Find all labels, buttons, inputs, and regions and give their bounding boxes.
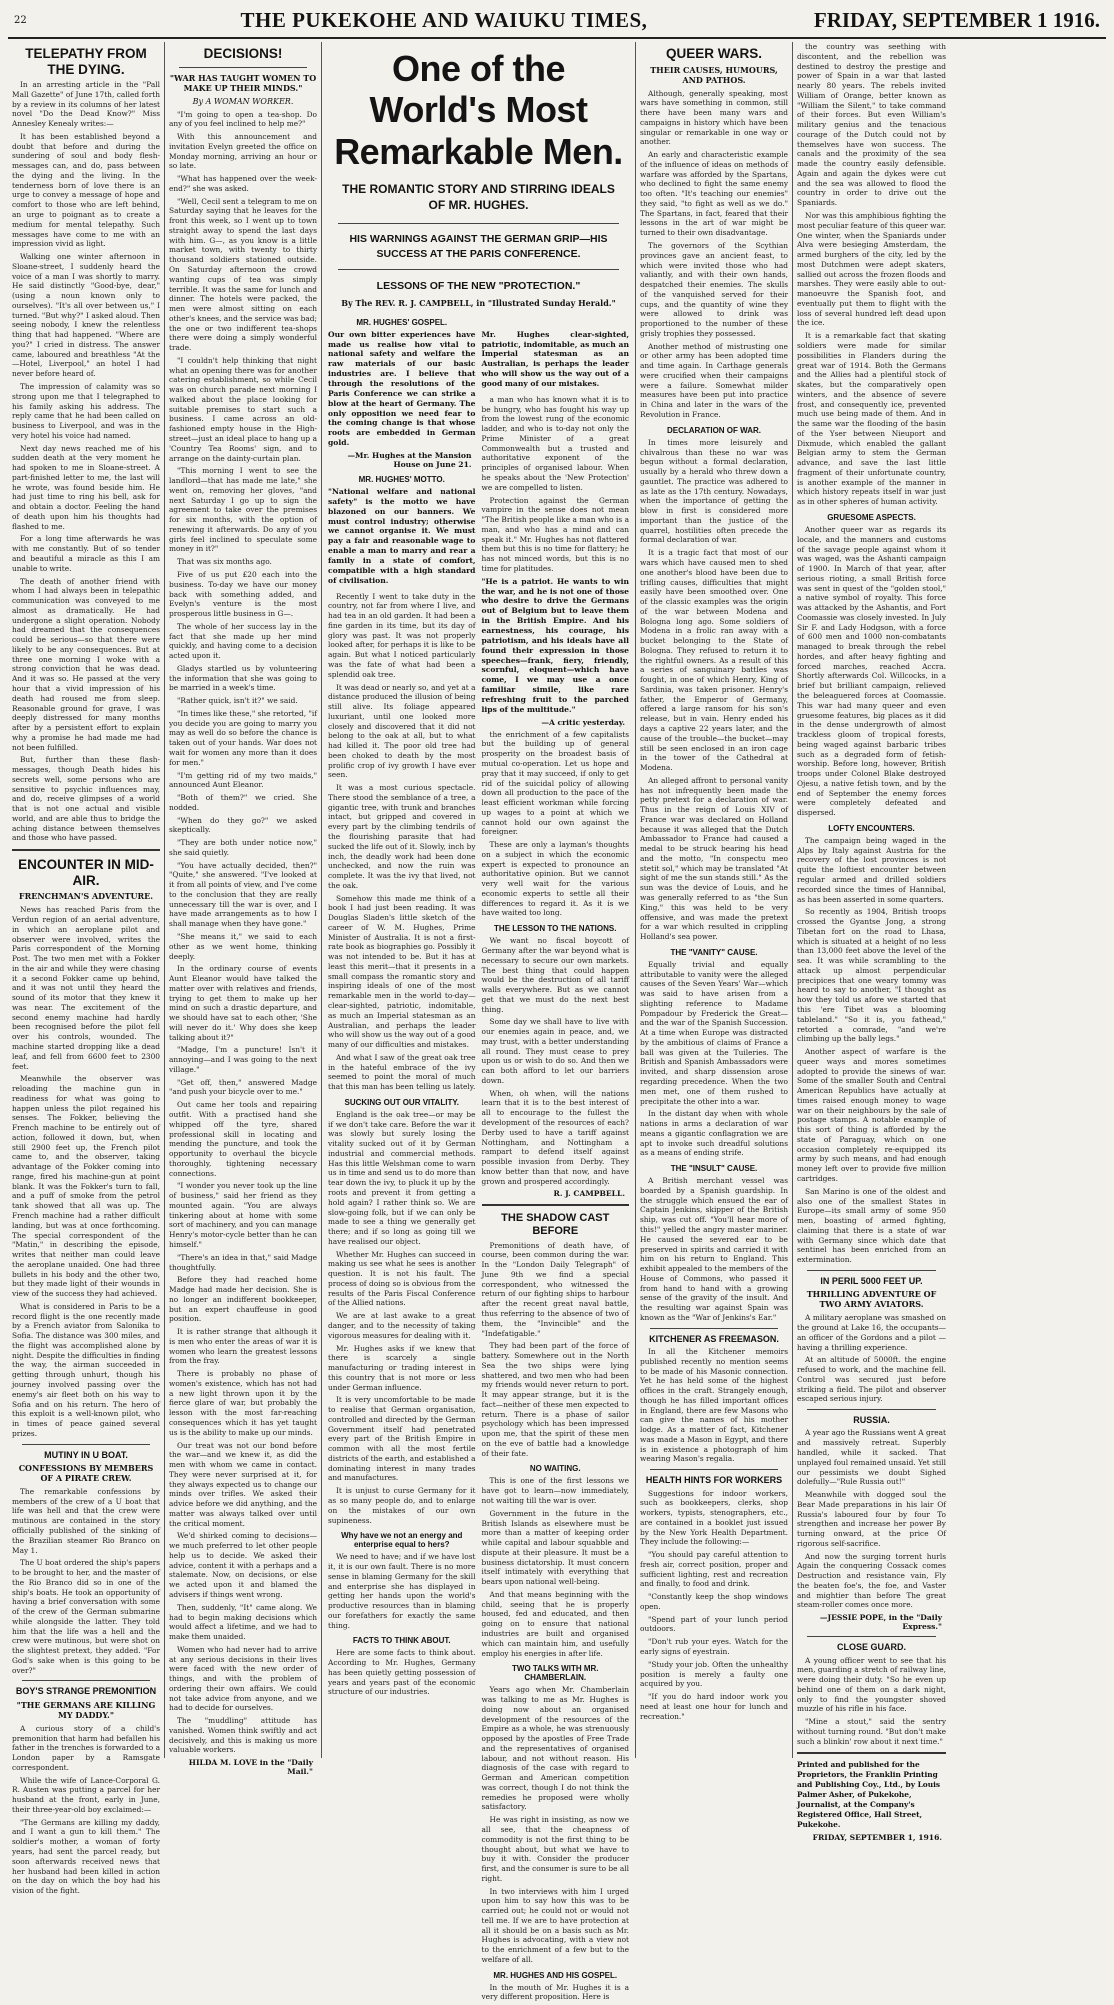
critic-attribution: —A critic yesterday. — [541, 717, 625, 727]
headline-close-guard: CLOSE GUARD. — [836, 1642, 906, 1653]
headline-mutiny: MUTINY IN U BOAT. — [44, 1449, 128, 1460]
subheadline: FRENCHMAN'S ADVENTURE. — [18, 891, 154, 902]
stanza: And now the surging torrent hurls Again the conquering Cossack comes Destruction and resistance vain, Fly the beaten foe's, the foe, and Vaster and mightier than before The great steam-roller comes once more. — [797, 1551, 946, 1610]
paragraph: These are only a layman's thoughts on a subject in which the economic expert is expected to pronounce an authoritative opinion. But we cannot very well wait for the various economic experts to settle all their differences to regard it. As it is we have waited too long. — [481, 840, 629, 918]
deck-lessons: LESSONS OF THE NEW "PROTECTION." — [376, 279, 581, 292]
column-5 — [636, 42, 793, 1758]
paragraph: Another aspect of warfare is the queer ways and mores sometimes adopted to provide the sinews of war. Some of the smaller South and Central American Republics have actually at times raised enough money to wage war on their neighbours by the sale of postage stamps. A notable example of this sort of thing is afforded by the state of Paraguay, which on one occasion completely re-equipped its army by such means, and had enough money left over to provide five million cartridges. — [797, 1047, 946, 1183]
paragraph: "What has happened over the week-end?" she was asked. — [169, 174, 317, 193]
paragraph: "I'm going to open a tea-shop. Do any of you feel inclined to help me?" — [169, 109, 317, 129]
paragraph: Some day we shall have to live with our enemies again in peace, and, we may trust, with a better understanding all round. They must cease to prey upon us or wish to do so. And then we can both afford to let our barriers down. — [481, 1017, 629, 1085]
page-number: 22 — [14, 14, 27, 26]
paragraph: "Madge, I'm a puncture! Isn't it annoying—and I was going to the next village." — [169, 1045, 317, 1074]
paragraph: England is the oak tree—or may be if we don't take care. Before the war it was slowly but surely losing the vitality sucked out of it by German industrial and commercial methods. Has this little Welshman come to warn us in time and send us to do more than tear down the ivy, to pluck it up by the roots and prevent it from getting a hold again? I rather think so. We are slow-going folk, but if we can only be made to see a thing we generally get there; and if so long as going till we have realised our object. — [328, 1109, 476, 1246]
article-queer-wars-cont — [797, 42, 946, 507]
paragraph: "Study your job. Often the unhealthy position is merely a faulty one acquired by you. — [640, 1659, 788, 1689]
article-hughes-right-5 — [482, 1685, 630, 1964]
talks-heading: TWO TALKS WITH MR. CHAMBERLAIN. — [512, 1664, 599, 1683]
paragraph: It is a remarkable fact that skating soldiers were made for similar possibilities in Flanders during the great war of 1914. Both the Germans and the Allies had a plentiful stock of skates, but the comparatively open winters, and the absence of severe frost, and consequently ice, prevented much use being made of them. And in the same war the flooding of the basin of the Yser between Nieuport and Dixmude, which enabled the gallant Belgian army to stem the German advance, and save the last little fragment of their unfortunate country, is another example of the manner in which history repeats itself in war just as in other spheres of human activity. — [797, 331, 946, 507]
paragraph: What is considered in Paris to be a record flight is the one recently made by a French aviator from Salonika to Sofia. The distance was 300 miles, and the flight was accomplished alone by night. Despite the difficulties in finding the way, the airman succeeded in getting through unhurt, though his journey involved passing over the enemy's air fleet both on his way to Sofia and on his return. The hero of this exploit is a well-known pilot, who in times of peace gained several prizes. — [12, 1301, 160, 1438]
paragraph: "There's an idea in that," said Madge thoughtfully. — [169, 1252, 317, 1272]
article-gruesome — [797, 525, 946, 818]
paragraph: It was dead or nearly so, and yet at a distance produced the illusion of being still alive. Its foliage appeared luxuriant, until one looked more closely and discovered that it did not belong to the oak at all, but to what had killed it. The poor old tree had been choked to death by the most prolific crop of ivy growth I have ever seen. — [328, 682, 476, 780]
headline-telepathy: TELEPATHY FROM THE DYING. — [25, 46, 147, 77]
poem-russia — [797, 1428, 946, 1610]
paragraph: This is one of the first lessons we have got to learn—now immediately, not waiting till the war is over. — [481, 1476, 629, 1506]
gospel-heading: MR. HUGHES' GOSPEL. — [356, 317, 448, 327]
paragraph: And that means beginning with the child, seeing that he is properly housed, fed and educated, and then going on to ensure that national industries are built and organised which can maintain him, and usefully employ his energies in after life. — [481, 1589, 629, 1658]
article-hughes-right-3 — [482, 936, 630, 1186]
article-shadow — [482, 1241, 630, 1459]
motto-quote: "National welfare and national safety" is the motto we have blazoned on our banners. We must control industry; otherwise we cannot organise it. We must pay a fair and reasonable wage to enable a man to marry and rear a family in a state of comfort, compatible with a high standard of civilisation. — [328, 487, 476, 585]
column-1 — [8, 42, 165, 1896]
deck-romantic-story: THE ROMANTIC STORY AND STIRRING IDEALS OF MR. HUGHES. — [342, 182, 615, 212]
paragraph: "They are both under notice now," she said quietly. — [169, 838, 317, 857]
paragraph: And what I saw of the great oak tree in the hateful embrace of the ivy seemed to point the moral of much that this man has been telling us lately. — [328, 1052, 476, 1092]
paragraph: Our treat was not our bond before the war—and we knew it, as did the men with whom we came in contact. They were never surprised at it, for they always expected us to change our minds over trifles. We asked their advice before we did anything, and the matter was always talked over until the critical moment. — [169, 1440, 317, 1528]
article-declaration — [640, 438, 788, 942]
paragraph: We need to have; and if we have lost it, it is our own fault. There is no more sense in blaming Germany for the skill and enterprise she has displayed in getting her hands upon the world's productive resources than in blaming our forefathers for exactly the same thing. — [328, 1552, 476, 1630]
divider — [179, 67, 307, 68]
deck-warnings: HIS WARNINGS AGAINST THE GERMAN GRIP—HIS SUCCESS AT THE PARIS CONFERENCE. — [349, 233, 608, 260]
subheadline: "THE GERMANS ARE KILLING MY DADDY." — [16, 1699, 156, 1720]
paragraph: In all the Kitchener memoirs published recently no mention seems to be made of his Masonic connection. Yet he has held some of the highest offices in the craft. Strangely enough, though he has filled important offices in England, there are few Masons who can give the names of his mother lodge. As a matter of fact, Kitchener was made a Mason in Egypt, and there is in existence a photograph of him wearing Mason's regalia. — [640, 1346, 788, 1464]
paragraph: In times more leisurely and chivalrous than these no war was begun without a formal declaration, usually by a herald who threw down a gauntlet. The practice was adhered to as late as the 17th century. Nowadays, when the importance of getting the blow in first is considered more important than the justice of the quarrel, hostilities often precede the formal declaration of war. — [640, 437, 788, 545]
paragraph: In the ordinary course of events Aunt Eleanor would have talked the matter over with relatives and friends, trying to get them to make up her mind on such a drastic departure, and we should have sat to each other, 'She will never do it.' Why does she keep talking about it?" — [169, 964, 317, 1042]
critic-quote: "He is a patriot. He wants to win the war, and he is not one of those who desire to drive the Germans out of Belgium but to leave them in the British Empire. And his earnestness, his courage, his patriotism, and his ideals have all found their expression in those speeches—frank, fiery, friendly, scornful, eloquent—which have come, I we may use a once familiar simile, like rare refreshing fruit to the parched lips of the multitude." — [481, 576, 629, 714]
paragraph: The whole of her success lay in the fact that she made up her mind quickly, and having come to a decision acted upon it. — [169, 621, 317, 661]
subheadline: THEIR CAUSES, HUMOURS, AND PATHOS. — [650, 64, 778, 85]
paragraph: A curious story of a child's premonition that harm had befallen his father in the trenches is forwarded to a London paper by a Ramsgate correspondent. — [12, 1723, 160, 1772]
paragraph: It is unjust to curse Germany for it as so many people do, and to enlarge on the mistakes of our own supineness. — [328, 1486, 476, 1525]
divider — [650, 1469, 778, 1470]
article-hughes-right-4 — [482, 1476, 630, 1658]
hughes-subcolumns — [328, 312, 629, 2005]
article-signature: HILDA M. LOVE in the "Daily Mail." — [188, 1758, 313, 1777]
issue-date: FRIDAY, SEPTEMBER 1 1916. — [813, 7, 1100, 32]
article-hughes-right — [482, 395, 630, 574]
paragraph: Equally trivial and equally attributable to vanity were the alleged causes of the Seven Years' War—which was said to have arisen from a slighting reference to Madame Pompadour by Frederick the Great—and the war of the Spanish Succession. At a time when Europe was distracted by the ambitious of claims of France a ball was given at the Tuileries. The British and Spanish Ambassadors were invited, and sharp dissension arose regarding precedence. When the two men met, one of them rushed to precipitate the other into a war. — [640, 959, 788, 1106]
paragraph: There is probably no phase of women's existence, which has not had a new light thrown upon it by the fierce glare of war, but probably the lesson with the most far-reaching consequences which it has yet taught us is the ability to make up our minds. — [169, 1369, 317, 1437]
paragraph: Here are some facts to think about. According to Mr. Hughes, Germany has been quietly getting possession of years and years past of the economic structure of our industries. — [328, 1648, 476, 1697]
paragraph: Premonitions of death have, of course, been common during the war. In the "London Daily Telegraph" of June 9th we find a special correspondent, who witnessed the return of our fighting ships to harbour after the recent great naval battle, thus referring to the absence of two of them, the "Invincible" and the "Indefatigable." — [481, 1240, 629, 1338]
paragraph: In the mouth of Mr. Hughes it is a very different proposition. Here is — [481, 1982, 629, 2002]
article-queer-wars — [640, 89, 788, 420]
paragraph: Out came her tools and repairing outfit. With a practised hand she whipped off the tyre, shared professional skill in locating and mending the puncture, and took the opportunity to overhaul the bicycle thoroughly, tightening necessary connections. — [169, 1100, 317, 1178]
divider — [22, 1444, 150, 1445]
article-hughes-left-2 — [328, 1110, 476, 1525]
facts-heading: FACTS TO THINK ABOUT. — [352, 1636, 451, 1646]
paragraph: It is very uncomfortable to be made to realise that German organisation, controlled and directed by the German Government itself had penetrated every part of the British Empire in common with all the most fertile districts of the earth, and established a dominating interest in many trades and manufactures. — [328, 1395, 476, 1483]
paragraph: He was right in insisting, as now we all see, that the cheapness of commodity is not the first thing to be thought about, but what we have to buy it with. Consider the producer first, and the consumer is sure to be all right. — [481, 1815, 629, 1883]
paragraph: It was a most curious spectacle. There stood the semblance of a tree, a gigantic tree, with trunk and branches intact, but gripped and covered in every part by the climbing tendrils of the flourishing parasite that had sucked the life out of it. Slowly, inch by inch, the deadly work had been done unchecked, and now the ruin was complete. It was the ivy that lived, not the oak. — [328, 783, 476, 890]
paragraph: We are at last awake to a great danger, and to the necessity of taking vigorous measures for dealing with it. — [328, 1311, 476, 1340]
paragraph: "Spend part of your lunch period outdoors. — [640, 1614, 788, 1634]
headline-russia: RUSSIA. — [853, 1415, 890, 1426]
divider — [650, 1328, 778, 1329]
portrait-caption: Mr. Hughes clear-sighted, patriotic, indomitable, as much an Imperial statesman as an Australian, is perhaps the leader who will show us the way out of a good many of our mistakes. — [481, 329, 629, 388]
headline-queer-wars: QUEER WARS. — [665, 46, 762, 61]
paragraph: We'd shirked coming to decisions—we much preferred to let other people help us to decide. We asked their advice, content it with a perhaps and a stalemate. Now, on decisions, or else we acted upon it and blamed the advisers if things went wrong. — [169, 1531, 317, 1599]
article-telepathy — [12, 80, 160, 843]
paragraph: "Get off, then," answered Madge "and push your bicycle over to me." — [169, 1077, 317, 1097]
paragraph: A young officer went to see that his men, guarding a stretch of railway line, were doing their duty. "So he even up behind one of them on a dark night, only to find the youngster shoved muzzle of his rifle in his face. — [797, 1655, 946, 1714]
subheadline: CONFESSIONS BY MEMBERS OF A PIRATE CREW. — [18, 1462, 154, 1483]
paragraph: the country was seething with discontent, and the rebellion was destined to destroy the prestige and power of Spain in a war that lasted nearly 80 years. The rebels invited William of Orange, better known as "William the Silent," to take command of their forces. But even William's military genius and the tenacious courage of the Dutch could not by themselves have won success. The canals and the proximity of the sea made the country easily defensible. Again and again the dykes were cut and the sea was allowed to flood the country in order to drive out the Spaniards. — [797, 42, 946, 208]
article-vanity — [640, 960, 788, 1158]
paragraph: Whether Mr. Hughes can succeed in making us see what he sees is another question. It is not his fault. The process of doing so is obvious from the results of the Paris Fiscal Conference of the Allied nations. — [328, 1249, 476, 1308]
divider — [12, 849, 160, 851]
hughes-left — [328, 312, 476, 2005]
poem-attribution: —JESSIE POPE, in the "Daily Express." — [819, 1613, 942, 1632]
stanza: A year ago the Russians went A great and massively retreat. Superbly handled, while it sacked. That unplayed foul remained unsaid. Yet still our pessimists we doubt Sighed dolefully—"Rule Russia out!" — [797, 1428, 946, 1487]
paragraph: The U boat ordered the ship's papers to be brought to her, and the master of the Rio Branco did so in one of the ship's boats. He took an opportunity of having a brief conversation with some of the crew of the German submarine while alongside the latter. They told him that the life was a hell and the crew were mutinous, but were shot on the slightest pretext, they added. "For God's sake when is this going to be over?" — [12, 1558, 160, 1675]
byline: By A WOMAN WORKER. — [192, 96, 294, 106]
paragraph: We want no fiscal boycott of Germany after the war beyond what is necessary to secure our own markets. The best thing that could happen would be the destruction of all tariff walls everywhere. But as we cannot get that we must do the next best thing. — [481, 936, 629, 1014]
paragraph: "I'm getting rid of my two maids," announced Aunt Eleanor. — [169, 770, 317, 790]
paragraph: "You should pay careful attention to fresh air, correct position, proper and sufficient lighting, rest and recreation and finally, to food and drink. — [640, 1550, 788, 1589]
paragraph: "She means it," we said to each other as we went home, thinking deeply. — [169, 932, 317, 961]
divider — [807, 1270, 936, 1271]
paragraph: An alleged affront to personal vanity has not infrequently been made the petty pretext for a declaration of war. Thus in the reign of Louis XIV of France war was declared on Holland because it was alleged that the Dutch Ambassador to France had caused a medal to be struck bearing his head and the motto, "In conspectu meo stetit sol," which may be translated "At sight of me the sun stands still." As the sun was the device of Louis, and he was generally referred to as "the Sun King," this was held to be very offensive, and was made the pretext for a war which resulted in crippling Holland's sea power. — [640, 775, 788, 942]
paragraph: In the distant day when with whole nations in arms a declaration of war means a gigantic conflagration we are apt to invoke such dreadful solutions as a means of ending strife. — [640, 1109, 788, 1158]
divider — [338, 269, 619, 270]
column-hughes — [322, 42, 636, 2002]
author-signature: R. J. CAMPBELL. — [553, 1189, 625, 1199]
article-mutiny — [12, 1487, 160, 1676]
article-lofty — [797, 836, 946, 1265]
paragraph: "I wonder you never took up the line of business," said her friend as they mounted again. "You are always tinkering about at home with some sort of machinery, and you can manage Henry's motor-cycle better than he can himself." — [169, 1181, 317, 1249]
columns — [8, 42, 1106, 2002]
paragraph: Recently I went to take duty in the country, not far from where I live, and had tea in an old garden. It had been a fine garden in its time, but its day of glory was past. It was not properly looked after, for perhaps it is like to be again. But what I noticed particularly was the fate of what had been a splendid oak tree. — [328, 591, 476, 679]
paragraph: San Marino is one of the oldest and also one of the smallest States in Europe—its small army of some 950 men, boasting of armed fighting, claiming that there is a state of war with Germany since which date that sentinel has been enriched from an extermination. — [797, 1186, 946, 1265]
paragraph: Next day news reached me of his sudden death at the very moment he had spoken to me in Sloane-street. A part-finished letter to me, the last will he wrote, was found beside him. He had just time to ring his bell, ask for and obtain a doctor. Feeling the hand of death upon him his thoughts had flashed to me. — [12, 443, 160, 531]
paragraph: Suggestions for indoor workers, such as bookkeepers, clerks, shop workers, typists, stenographers, etc., are contained in a booklet just issued by the New York Health Department. They include the following:— — [640, 1488, 788, 1547]
headline-hughes: One of the World's Most Remarkable Men. — [334, 48, 623, 172]
gospel-attribution: —Mr. Hughes at the Mansion House on June 21. — [347, 451, 472, 470]
paragraph: The remarkable confessions by members of the crew of a U boat that life was hell and that the crew were mutinous are contained in the story officially published of the sinking of the Brazilian steamer Rio Branco on May 1. — [12, 1486, 160, 1555]
divider — [797, 1752, 946, 1754]
paragraph: The campaign being waged in the Alps by Italy against Austria for the recovery of the lost provinces is not quite the loftiest encounter between regular armed and drilled soldiers recorded since the times of Hannibal, as has been asserted in some quarters. — [797, 835, 946, 904]
headline-premonition: BOY'S STRANGE PREMONITION — [15, 1686, 157, 1697]
why-heading: Why have we not an energy and enterprise equal to hers? — [341, 1531, 463, 1550]
paragraph: A British merchant vessel was boarded by a Spanish guardship. In the struggle which ensued the ear of Captain Jenkins, skipper of the British ship, was cut off. "You'll hear more of this!" yelled the angry master mariner. He caused the severed ear to be preserved in spirits and carried it with him on his return to England. This exhibit appealed to the members of the House of Commons, who passed it from hand to hand with a growing sense of the gravity of the insult. And the resulting war against Spain was known as the "War of Jenkins's Ear." — [640, 1176, 788, 1322]
headline-decisions: DECISIONS! — [203, 46, 283, 61]
masthead — [8, 6, 1106, 39]
article-hughes-right-2 — [482, 730, 630, 919]
paragraph: a man who has known what it is to be hungry, who has fought his way up from the lowest rung of the economic ladder, and who is to-day not only the Prime Minister of a great Commonwealth but a trusted and authoritative exponent of the principles of organised labour. When he speaks about the 'New Protection' we are compelled to listen. — [481, 394, 629, 492]
paragraph: "The Germans are killing my daddy, and I want a gun to kill them." The soldier's mother, a woman of forty years, had sent the parcel ready, but soon afterwards received news that her husband had been killed in action on the day on which the boy had his vision of the fight. — [12, 1817, 160, 1896]
paragraph: Somehow this made me think of a book I had just been reading. It was Douglas Sladen's little sketch of the career of W. M. Hughes, Prime Minister of Australia. It is not a first-rate book as biographies go. Possibly it was not intended to be. But it has at least this merit—that it presents in a small compass the romantic story and inspiring ideals of one of the most remarkable men in the world to-day—clear-sighted, patriotic, indomitable, as much an Imperial statesman as an Australian, and perhaps the leader who will show us the way out of a good many of our difficulties and mistakes. — [328, 893, 476, 1050]
paragraph: Walking one winter afternoon in Sloane-street, I suddenly heard the voice of a man I was shortly to marry. He said distinctly "Good-bye, dear," (using a noun known only to ourselves). "It's all over between us," I turned. "But why?" I asked aloud. Then seeing nobody, I knew the relentless thing that had happened. "Where are you?" I cried in distress. The answer came, laboured and breathless "At the —Hotel, Liverpool," an hotel I had never before heard of. — [12, 252, 160, 379]
paragraph: It has been established beyond a doubt that before and during the sundering of soul and body flesh-messages can, and do, pass between the dying and the living. In the tenderness born of love there is an urge to convey a message of hope and comfort to those who are left behind, an urge to poignant as to create a medium for mental telepathy. Such messages have come to me with an impression vivid as light. — [12, 131, 160, 249]
stanza: Meanwhile with dogged soul the Bear Made preparations in his lair Of Russia's laboured four by four To strengthen and increase her power By turning onward, at the price Of rigorous self-sacrifice. — [797, 1490, 946, 1548]
paragraph: "When do they go?" we asked skeptically. — [169, 815, 317, 835]
paragraph: Mr. Hughes asks if we knew that there is scarcely a single manufacturing or trading interest in this country that is not more or less under German influence. — [328, 1343, 476, 1392]
article-premonition — [12, 1724, 160, 1896]
gospel2-heading: MR. HUGHES AND HIS GOSPEL. — [493, 1970, 618, 1980]
paragraph: "Well, Cecil sent a telegram to me on Saturday saying that he leaves for the front this week, so I went up to town straight away to spend the last days with him. G—, as you know is a little market town, with twenty to thirty thousand soldiers stationed outside. On Saturday afternoon the crowd wanting cups of tea was simply terrible. It was the same for lunch and dinner. The hotels were packed, the men were almost sitting on each other's knees, and the service was bad; the one or two indifferent tea-shops there were doing a simply wonderful trade. — [169, 196, 317, 353]
declaration-heading: DECLARATION OF WAR. — [666, 425, 762, 435]
printer-imprint: Printed and published for the Proprietors, the Franklin Printing and Publishing Coy., Ltd., by Louis Palmer Asher, of Pukekohe, Journalist, at the Company's Registered Office, Hall Street, Pukekohe. — [797, 1760, 941, 1830]
imprint-date: FRIDAY, SEPTEMBER 1, 1916. — [812, 1833, 942, 1843]
paragraph: For a long time afterwards he was with me constantly. But of so tender and beautiful a miracle as this I am unable to write. — [12, 534, 160, 573]
paragraph: "I couldn't help thinking that night what an opening there was for another catering establishment, so while Cecil was on church parade next morning I walked about the place looking for suitable premises to start such a business. I came across an old-fashioned empty house in the High-street—just an ideal place to hang up a 'Country Tea Rooms' sign, and to arrange on the dainty-curtain plan. — [169, 355, 317, 463]
paragraph: Nor was this amphibious fighting the most peculiar feature of this queer war. One winter, when the Spaniards under Alva were besieging Amsterdam, the armed burghers of the city, led by the most Dutchmen were adept skaters, sallied out across the frozen floods and marshes. They were easily able to out-manoeuvre the Spanish foot, and eventually put them to flight with the loss of several hundred left dead upon the ice. — [797, 211, 946, 328]
column-2 — [165, 42, 322, 1777]
paragraph: "If you do hard indoor work you need at least one hour for lunch and recreation." — [640, 1692, 788, 1721]
newspaper-title: THE PUKEKOHE AND WAIUKU TIMES, — [240, 7, 648, 32]
paragraph: Another queer war as regards its locale, and the manners and customs of the savage people against whom it was waged, was the Ashanti campaign of 1900. In March of that year, after serious rioting, a small British force was sent in quest of the "golden stool," a native symbol of royalty. This force was attacked by the Ashantis, and Fort Coomassie was closely invested. In July Sir F. and Lady Hodgson, with a force of 600 men and 1000 non-combatants managed to break through the rebel hordes, and after heavy fighting and forced marches, reached Accra. Shortly afterwards Col. Willcocks, in a brief but brilliant campaign, relieved the beleaguered forces at Coomassie. This war had many queer and even gruesome features, big places as it did in the dense undergrowth of almost trackless gloom of tropical forests, being waged against barbaric tribes such as a degraded form of fetish-worship. Before long, however, British troops under Colonel Blake destroyed Ojesu, a native fetish town, and by the end of September the enemy forces were completely defeated and dispersed. — [797, 524, 946, 818]
paragraph: Before they had reached home Madge had made her decision. She is no longer an indifferent bookkeeper, but an expert chauffeuse in good position. — [169, 1275, 317, 1324]
article-peril — [797, 1313, 946, 1404]
paragraph: In an arresting article in the "Pall Mall Gazette" of June 17th, called forth by a review in its columns of her latest novel "Do the Dead Know?" Miss Annesley Kenealy writes:— — [12, 80, 160, 129]
paragraph: News has reached Paris from the Verdun region of an aerial adventure, in which an aeroplane pilot and observer were involved, writes the Paris correspondent of the Morning Post. The two men met with a Fokker in the air and while they were chasing it a second Fokker came up behind, and it was not until they heard the sound of its motor that they knew it was near. The excitement of the second enemy machine had hardly been recognised before the pilot fell over his controls, wounded. The machine started dropping like a dead leaf, and fell from 6600 feet to 2300 feet. — [12, 905, 160, 1071]
article-hughes-left-3 — [328, 1552, 476, 1630]
paragraph: Although, generally speaking, most wars have something in common, still there have been many wars and campaigns in history which have been singular or remarkable in one way or another. — [640, 88, 788, 147]
article-hughes-right-6 — [482, 1983, 630, 2003]
paragraph: That was six months ago. — [177, 557, 272, 567]
waiting-heading: NO WAITING. — [529, 1464, 581, 1474]
paragraph: When, oh when, will the nations learn that it is to the best interest of all to encourage to the fullest the development of the resources of each? Derby used to have a tariff against Nottingham, and Nottingham a rampart to defend itself against possible invasion from Derby. They know better than that now, and have grown and prospered accordingly. — [481, 1088, 629, 1186]
article-hughes-left-4 — [328, 1648, 476, 1697]
paragraph: An early and characteristic example of the influence of ideas on methods of warfare was afforded by the Spartans, who declined to fight the same enemy too often. "It's teaching our enemies" they said, "to fight as well as we do." The Spartans, in fact, feared that their lessons in the art of war might be turned to their own disadvantage. — [640, 150, 788, 238]
paragraph: It is rather strange that although it is men who enter the areas of war it is women who learn the greatest lessons from the fray. — [169, 1327, 317, 1366]
divider — [482, 1204, 630, 1206]
article-insult — [640, 1176, 788, 1322]
paragraph: "This morning I went to see the landlord—that has made me late," she went on, removing her gloves, "and next Saturday I go up to sign the agreement to take over the premises for six months, with the option of renewing it afterwards. Do any of you girls feel inclined to speculate some money in it?" — [169, 466, 317, 554]
paragraph: A military aeroplane was smashed on the ground at Lake 16, the occupants—an officer of the Gordons and a pilot —having a thrilling experience. — [797, 1313, 946, 1352]
paragraph: It is a tragic fact that most of our wars which have caused men to shed one another's blood have been due to trifling causes, difficulties that might easily have been smoothed over. One of the classic examples was the origin of the war between Modena and Bologna long ago. Some soldiers of Modena in a frolic ran away with a bucket belonging to the State of Bologna. They refused to return it to the rightful owners. As a result of this a series of sanguinary battles was fought, in one of which Henry, King of Sardinia, was taken prisoner. Henry's father, the Emperor of Germany, offered a large ransom for his son's release, but in vain. Henry ended his days a captive 22 years later, and the cause of the trouble—the bucket—may still be seen enclosed in an iron cage in the tower of the Cathedral at Modena. — [640, 548, 788, 773]
paragraph: The death of another friend with whom I had always been in telepathic communication was conveyed to me almost as dramatically. He had undergone a slight operation. Nobody had dreamed that the consequences could be serious—so that there were likely to be any consequences. But at three one morning I woke with a strong conviction that he was dead. And it was so. He passed at the very hour that a vivid impression of his death had roused me from sleep. Reasonable ground for grave, I was deeply distressed for many months after by a persistent effort to explain why a promise he had made me had not been fulfilled. — [12, 576, 160, 752]
article-kitchener — [640, 1347, 788, 1464]
paragraph: The governors of the Scythian provinces gave an ancient feast, to which were invited those who had valiantly, and with their own hands, despatched their enemies. The skulls of the vanquished served for their cups, and the quantity of wine they were allowed to drink was proportioned to the number of these grisly trophies they possessed. — [640, 241, 788, 338]
gruesome-heading: GRUESOME ASPECTS. — [827, 512, 916, 522]
headline-health: HEALTH HINTS FOR WORKERS — [645, 1475, 783, 1486]
paragraph: But, further than these flash-messages, though Death hides his secrets well, some persons who are sensitive to psychic influences may, and do, receive glimpses of a world that is not one actual and visible world, and are able thus to bridge the aching distance between themselves and those who have passed. — [12, 755, 160, 843]
insult-heading: THE "INSULT" CAUSE. — [670, 1164, 758, 1174]
paragraph: "In times like these," she retorted, "if you decide you are going to marry you may as well do so before the chance is taken out of your hands. War does not wait for women any more than it does for men." — [169, 708, 317, 767]
headline-kitchener: KITCHENER AS FREEMASON. — [649, 1333, 779, 1344]
sucking-heading: SUCKING OUT OUR VITALITY. — [344, 1097, 460, 1107]
paragraph: Women who had never had to arrive at any serious decisions in their lives were faced with the new order of things, and with the problem of ordering their own affairs. We could not take advice from anyone, and we had to decide for ourselves. — [169, 1644, 317, 1713]
paragraph: "Both of them?" we cried. She nodded. — [169, 793, 317, 812]
paragraph: "Rather quick, isn't it?" we said. — [177, 696, 298, 706]
article-hughes-left — [328, 592, 476, 1092]
column-6 — [793, 42, 950, 1843]
paragraph: the enrichment of a few capitalists but the building up of general prosperity on the broadest basis of mutual co-operation. Let us hope and pray that it may succeed, if only to get rid of the suicidal policy of allowing down all production to the pace of the least efficient workman while forcing up wages to a point at which we cannot hold our own against the foreigner. — [481, 729, 629, 837]
paragraph: Then, suddenly, "It" came along. We had to begin making decisions which would affect a lifetime, and we had to make them unaided. — [169, 1602, 317, 1642]
headline-peril: IN PERIL 5000 FEET UP. — [820, 1275, 923, 1286]
paragraph: "Constantly keep the shop windows open. — [640, 1592, 788, 1611]
divider — [807, 1636, 936, 1637]
paragraph: Meanwhile the observer was reloading the machine gun in readiness for what was going to happen unless the pilot regained his senses. The Fokker, believing the French machine to be entirely out of action, followed it down, but, when still 2900 feet up, the French pilot came to, and the observer, taking advantage of the Fokker coming into range, fired his machine-gun at point blank. It was the Fokker's turn to fall, and a puff of smoke from the petrol tank showed that all was up. The French machine had a rather difficult landing, but was at once forthcoming. The special correspondent of the "Matin," in describing the episode, writes that neither man could leave the aeroplane unaided. One had three bullets in his body and the other two, but they made light of their wounds in view of the success they had achieved. — [12, 1074, 160, 1299]
paragraph: Years ago when Mr. Chamberlain was talking to me as Mr. Hughes is doing now about an organised development of the resources of the Empire as a whole, he was strenuously opposed by the apostles of Free Trade and the representatives of organised labour, and not without reason. His diagnosis of the case with regard to German and American competition was correct, though I do not think the remedies he proposed were wholly satisfactory. — [481, 1685, 629, 1812]
article-decisions — [169, 110, 317, 1756]
paragraph: Five of us put £20 each into the business. To-day we have our money back with something added, and Evelyn's venture is the most prosperous little business in G—. — [169, 569, 317, 619]
divider — [22, 1680, 150, 1681]
lesson-heading: THE LESSON TO THE NATIONS. — [494, 924, 617, 934]
paragraph: The impression of calamity was so strong upon me that I telegraphed to his family asking his address. The reply came that he had been called on business to Liverpool, and was in the very hotel his voice had named. — [12, 382, 160, 440]
divider — [807, 1409, 936, 1410]
lofty-heading: LOFTY ENCOUNTERS. — [828, 823, 915, 833]
paragraph: They had been part of the force of battery. Somewhere out in the North Sea the two ships were lying shattered, and two men who had been my friends would never return to port. It may appear strange, but it is the fact—neither of these men expected to return. There is a phase of sailor psychology which has been impressed upon me, that the spirit of these men on the eve of battle had a knowledge of their fate. — [481, 1341, 629, 1458]
paragraph: Another method of mistrusting one or other army has been adopted time and time again. In Carthage generals were crucified when their campaigns were a failure. Somewhat milder measures have been put into practice in China and later in the wars of the Revolution in France. — [640, 341, 788, 420]
gospel-quote: Our own bitter experiences have made us realise how vital to national safety and welfare the raw materials of our basic industries are. I believe that through the resolutions of the Paris Conference we can strike a blow at the heart of Germany. The only opposition we need fear to the coming change is that whose roots are embedded in German gold. — [328, 329, 476, 448]
subheadline: THRILLING ADVENTURE OF TWO ARMY AVIATORS. — [806, 1289, 937, 1310]
headline-encounter: ENCOUNTER IN MID-AIR. — [18, 857, 154, 888]
paragraph: Gladys startled us by volunteering the information that she was going to be married in a week's time. — [169, 663, 317, 693]
paragraph: Protection against the German vampire in the sense does not mean "The British people like a man who is a man, and who has a mind and can speak it." Mr. Hughes has not flattered them but this is no time for flattery; he has not minced words, but this is no time for platitudes. — [481, 495, 629, 573]
paragraph: The "muddling" attitude has vanished. Women think swiftly and act decisively, and this is making us more valuable workers. — [169, 1716, 317, 1755]
subheadline: "WAR HAS TAUGHT WOMEN TO MAKE UP THEIR MINDS." — [169, 72, 317, 93]
headline-shadow: THE SHADOW CAST BEFORE — [501, 1212, 610, 1237]
paragraph: At an altitude of 5000ft. the engine refused to work, and the machine fell. Control was secured just before striking a field. The pilot and observer escaped serious injury. — [797, 1355, 946, 1404]
hughes-right — [482, 312, 630, 2005]
vanity-heading: THE "VANITY" CAUSE. — [670, 947, 758, 957]
paragraph: "You have actually decided, then?" "Quite," she answered. "I've looked at it from all points of view, and I've come to the conclusion that they are really unnecessary till the war is over, and I have made arrangements as to how I shall manage when they have gone." — [169, 860, 317, 929]
paragraph: While the wife of Lance-Corporal G. R. Austen was putting a parcel for her husband at the front, early in June, their three-year-old boy exclaimed:— — [12, 1775, 160, 1814]
article-close-guard — [797, 1656, 946, 1747]
paragraph: In two interviews with him I urged upon him to say how this was to be carried out; he could not or would not tell me. If we are to have protection at all it should be on a basis such as Mr. Hughes is advocating, with a view not to the enrichment of a few but to the welfare of all. — [481, 1886, 629, 1964]
byline: By The REV. R. J. CAMPBELL, in "Illustrated Sunday Herald." — [341, 297, 616, 308]
divider — [338, 223, 619, 224]
motto-heading: MR. HUGHES' MOTTO. — [358, 475, 445, 485]
paragraph: Government in the future in the British Islands as elsewhere must be more than a matter of keeping order while capital and labour squabble and dispute at their pleasure. It must be a business dictatorship. It must concern itself intimately with everything that bears upon national well-being. — [481, 1508, 629, 1587]
paragraph: "Don't rub your eyes. Watch for the early signs of eyestrain. — [640, 1637, 788, 1656]
paragraph: So recently as 1904, British troops crossed the Gyantse Jong, a strong Tibetan fort on the road to Lhasa, which is situated at a height of no less than 13,000 feet above the level of the sea. It was while scrambling to the attack up almost perpendicular precipices that one weary tommy was heard to say to another, "I thought as how they told us afore we started that this 'ere Tibet was a blooming tableland." "So it is, you fathead," retorted a comrade, "and we're climbing up the bally legs." — [797, 907, 946, 1044]
paragraph: "Mine a stout," said the sentry without turning round. "But don't make such a blinkin' row about it next time." — [797, 1717, 946, 1746]
article-health — [640, 1489, 788, 1722]
article-encounter — [12, 905, 160, 1438]
paragraph: With this announcement and invitation Evelyn greeted the office on Monday morning, arriving an hour or so late. — [169, 132, 317, 171]
